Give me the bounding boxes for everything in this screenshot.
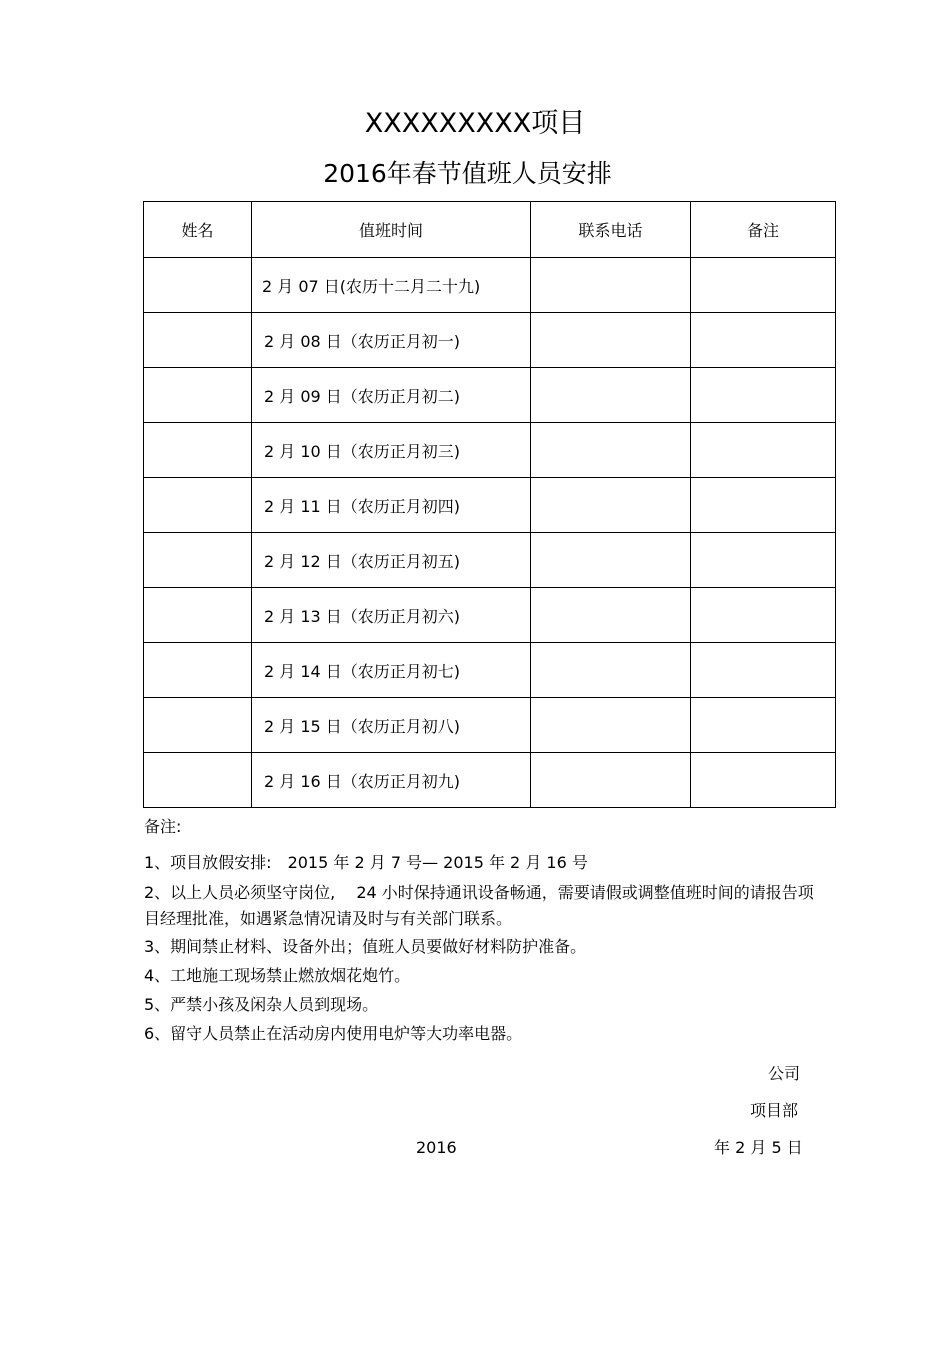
note-item-6: 6、留守人员禁止在活动房内使用电炉等大功率电器。 — [144, 1024, 523, 1043]
name-cell — [144, 533, 252, 588]
remark-cell — [691, 423, 836, 478]
signature-department: 项目部 — [750, 1101, 799, 1120]
duty-time-cell: 2 月 08 日（农历正月初一) — [252, 313, 531, 368]
phone-cell — [531, 643, 691, 698]
name-cell — [144, 313, 252, 368]
name-cell — [144, 643, 252, 698]
remark-cell — [691, 753, 836, 808]
remark-cell — [691, 588, 836, 643]
document-subtitle: 2016年春节值班人员安排 — [323, 159, 612, 188]
signature-company: 公司 — [768, 1064, 801, 1083]
phone-cell — [531, 313, 691, 368]
table-row — [144, 588, 836, 643]
note-item-3: 3、期间禁止材料、设备外出；值班人员要做好材料防护准备。 — [144, 937, 587, 956]
phone-cell — [531, 533, 691, 588]
phone-cell — [531, 588, 691, 643]
note-item-4: 4、工地施工现场禁止燃放烟花炮竹。 — [144, 966, 411, 985]
phone-cell — [531, 698, 691, 753]
signature-date: 年 2 月 5 日 — [714, 1138, 803, 1157]
table-row — [144, 698, 836, 753]
table-row — [144, 533, 836, 588]
duty-time-cell: 2 月 10 日（农历正月初三) — [252, 423, 531, 478]
remark-cell — [691, 698, 836, 753]
duty-time-cell: 2 月 15 日（农历正月初八) — [252, 698, 531, 753]
note-item-5: 5、严禁小孩及闲杂人员到现场。 — [144, 995, 379, 1014]
duty-time-cell: 2 月 11 日（农历正月初四) — [252, 478, 531, 533]
duty-time-cell: 2 月 14 日（农历正月初七) — [252, 643, 531, 698]
name-cell — [144, 478, 252, 533]
table-row — [144, 478, 836, 533]
name-cell — [144, 423, 252, 478]
phone-cell — [531, 423, 691, 478]
notes-heading: 备注: — [144, 817, 182, 836]
table-row — [144, 368, 836, 423]
note-item-2: 2、以上人员必须坚守岗位, 24 小时保持通讯设备畅通，需要请假或调整值班时间的请报告项目经理批准，如遇紧急情况请及时与有关部门联系。 — [144, 883, 814, 928]
phone-cell — [531, 368, 691, 423]
remark-cell — [691, 643, 836, 698]
duty-time-cell: 2 月 12 日（农历正月初五) — [252, 533, 531, 588]
remark-cell — [691, 258, 836, 313]
name-cell — [144, 588, 252, 643]
duty-time-cell: 2 月 16 日（农历正月初九) — [252, 753, 531, 808]
notes-section — [144, 812, 824, 1048]
duty-time-cell: 2 月 13 日（农历正月初六) — [252, 588, 531, 643]
remark-cell — [691, 533, 836, 588]
table-row — [144, 258, 836, 313]
table-row — [144, 313, 836, 368]
header-remarks: 备注 — [691, 202, 836, 258]
header-name: 姓名 — [144, 202, 252, 258]
phone-cell — [531, 478, 691, 533]
remark-cell — [691, 478, 836, 533]
duty-schedule-table — [143, 201, 836, 808]
note-item-1: 1、项目放假安排: 2015 年 2 月 7 号— 2015 年 2 月 16 号 — [144, 853, 588, 872]
header-duty-time: 值班时间 — [252, 202, 531, 258]
duty-time-cell: 2 月 07 日(农历十二月二十九) — [252, 258, 531, 313]
signature-year: 2016 — [416, 1138, 457, 1157]
table-row — [144, 643, 836, 698]
phone-cell — [531, 258, 691, 313]
name-cell — [144, 368, 252, 423]
name-cell — [144, 753, 252, 808]
remark-cell — [691, 313, 836, 368]
table-row — [144, 753, 836, 808]
remark-cell — [691, 368, 836, 423]
table-row — [144, 423, 836, 478]
phone-cell — [531, 753, 691, 808]
table-header-row — [144, 202, 836, 258]
header-phone: 联系电话 — [531, 202, 691, 258]
document-title: XXXXXXXXX项目 — [364, 108, 586, 139]
duty-time-cell: 2 月 09 日（农历正月初二) — [252, 368, 531, 423]
name-cell — [144, 698, 252, 753]
name-cell — [144, 258, 252, 313]
